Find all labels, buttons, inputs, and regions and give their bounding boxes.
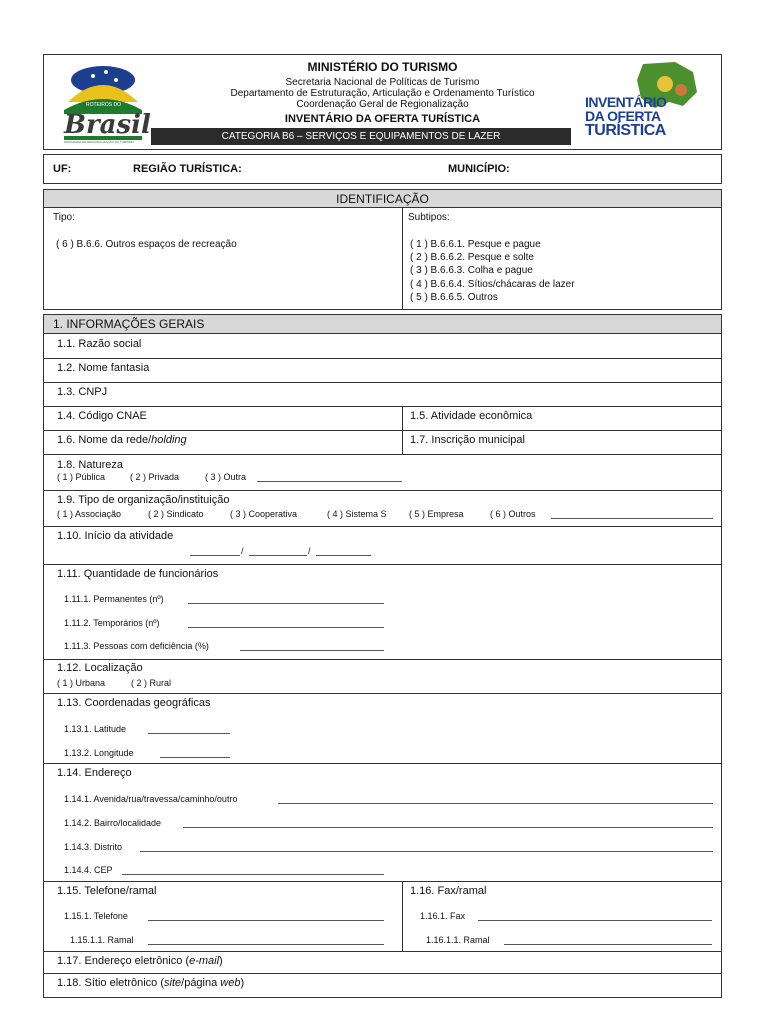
rede-label-a: 1.6. Nome da rede/ bbox=[57, 434, 152, 446]
endereco-label: 1.14. Endereço bbox=[57, 767, 132, 779]
localizacao-row bbox=[43, 660, 722, 694]
razao-row[interactable] bbox=[43, 334, 722, 359]
end-distrito-input[interactable] bbox=[140, 843, 713, 852]
categoria-text: CATEGORIA B6 – SERVIÇOS E EQUIPAMENTOS DE LAZER bbox=[221, 131, 501, 142]
subtipos-label: Subtipos: bbox=[408, 212, 450, 223]
localizacao-option[interactable]: ( 2 ) Rural bbox=[131, 678, 172, 688]
tipo-org-label: 1.9. Tipo de organização/instituição bbox=[57, 494, 230, 506]
end-item-label: 1.14.3. Distrito bbox=[64, 842, 123, 852]
date-slash-icon: / bbox=[241, 546, 244, 556]
logo-brasil bbox=[58, 58, 151, 146]
tipo-org-option[interactable]: ( 4 ) Sistema S bbox=[327, 509, 387, 519]
tipo-org-option[interactable]: ( 6 ) Outros bbox=[490, 509, 536, 519]
natureza-option[interactable]: ( 3 ) Outra bbox=[205, 472, 247, 482]
cnpj-row[interactable] bbox=[43, 383, 722, 407]
end-item-label: 1.14.2. Bairro/localidade bbox=[64, 818, 162, 828]
identificacao-divider bbox=[402, 208, 403, 310]
end-item-label: 1.14.1. Avenida/rua/travessa/caminho/outro bbox=[64, 794, 238, 804]
subtipo-option[interactable]: ( 4 ) B.6.6.4. Sítios/chácaras de lazer bbox=[410, 279, 575, 290]
logo-right-l2: DA OFERTA bbox=[585, 108, 661, 124]
fax-label: 1.16. Fax/ramal bbox=[410, 885, 487, 897]
tipo-org-option[interactable]: ( 2 ) Sindicato bbox=[148, 509, 204, 519]
site-label-d: web bbox=[220, 977, 241, 989]
natureza-option[interactable]: ( 2 ) Privada bbox=[130, 472, 180, 482]
logo-left-top: ROTEIROS DO bbox=[86, 102, 122, 108]
end-item-label: 1.14.4. CEP bbox=[64, 865, 113, 875]
func-item-label: 1.11.1. Permanentes (nº) bbox=[64, 594, 164, 604]
rede-label-b: holding bbox=[151, 434, 187, 446]
ministry-title: MINISTÉRIO DO TURISMO bbox=[307, 60, 458, 74]
fax-item-label: 1.16.1. Fax bbox=[420, 911, 466, 921]
inicio-label: 1.10. Início da atividade bbox=[57, 530, 174, 542]
tipo-value[interactable]: ( 6 ) B.6.6. Outros espaços de recreação bbox=[56, 239, 237, 250]
gerais-title: 1. INFORMAÇÕES GERAIS bbox=[53, 317, 205, 331]
longitude-input[interactable] bbox=[160, 749, 230, 758]
func-permanentes-input[interactable] bbox=[188, 595, 384, 604]
fax-ramal-input[interactable] bbox=[504, 936, 712, 945]
email-label-a: 1.17. Endereço eletrônico ( bbox=[57, 955, 190, 967]
logo-right-l3: TURÍSTICA bbox=[585, 122, 666, 139]
logo-inventario bbox=[585, 58, 715, 143]
tipo-org-option[interactable]: ( 1 ) Associação bbox=[57, 509, 122, 519]
tel-ramal-input[interactable] bbox=[148, 936, 384, 945]
localizacao-label: 1.12. Localização bbox=[57, 662, 143, 674]
site-label-b: site bbox=[164, 977, 182, 989]
localizacao-option[interactable]: ( 1 ) Urbana bbox=[57, 678, 106, 688]
tipo-org-outros-line[interactable] bbox=[551, 510, 713, 519]
rede-label bbox=[57, 434, 187, 446]
func-temporarios-input[interactable] bbox=[188, 619, 384, 628]
site-label-e: ) bbox=[240, 977, 245, 989]
tipo-label: Tipo: bbox=[53, 212, 75, 223]
subtipo-option[interactable]: ( 5 ) B.6.6.5. Outros bbox=[410, 292, 498, 303]
inicio-day-input[interactable] bbox=[190, 547, 240, 556]
fax-ramal-label: 1.16.1.1. Ramal bbox=[426, 935, 490, 945]
telefone-label: 1.15. Telefone/ramal bbox=[57, 885, 157, 897]
end-cep-input[interactable] bbox=[122, 866, 384, 875]
razao-label: 1.1. Razão social bbox=[57, 338, 142, 350]
telefone-input[interactable] bbox=[148, 912, 384, 921]
tel-ramal-label: 1.15.1.1. Ramal bbox=[70, 935, 134, 945]
tipo-org-option[interactable]: ( 5 ) Empresa bbox=[409, 509, 464, 519]
func-deficiencia-input[interactable] bbox=[240, 642, 384, 651]
municipio-label: MUNICÍPIO: bbox=[448, 163, 510, 175]
inicio-year-input[interactable] bbox=[316, 547, 371, 556]
subtipo-option[interactable]: ( 2 ) B.6.6.2. Pesque e solte bbox=[410, 252, 534, 263]
natureza-outra-line[interactable] bbox=[257, 473, 402, 482]
logo-right-l1: INVENTÁRIO bbox=[585, 94, 667, 110]
atividade-label: 1.5. Atividade econômica bbox=[410, 410, 533, 422]
coordenadas-label: 1.13. Coordenadas geográficas bbox=[57, 697, 211, 709]
latitude-input[interactable] bbox=[148, 725, 230, 734]
inscricao-label: 1.7. Inscrição municipal bbox=[410, 434, 525, 446]
email-label-c: ) bbox=[219, 955, 223, 967]
subtipo-option[interactable]: ( 3 ) B.6.6.3. Colha e pague bbox=[410, 265, 533, 276]
fantasia-label: 1.2. Nome fantasia bbox=[57, 362, 150, 374]
uf-label: UF: bbox=[53, 163, 72, 175]
site-label-a: 1.18. Sítio eletrônico ( bbox=[57, 977, 165, 989]
end-avenida-input[interactable] bbox=[278, 795, 713, 804]
cnae-label: 1.4. Código CNAE bbox=[57, 410, 147, 422]
func-item-label: 1.11.3. Pessoas com deficiência (%) bbox=[64, 641, 209, 651]
coordenacao: Coordenação Geral de Regionalização bbox=[296, 99, 469, 110]
departamento: Departamento de Estruturação, Articulação e Ordenamento Turístico bbox=[230, 88, 535, 99]
tel-item-label: 1.15.1. Telefone bbox=[64, 911, 128, 921]
logo-left-sub: PROGRAMA DE REGIONALIZAÇÃO DO TURISMO bbox=[64, 140, 134, 144]
inventario-title: INVENTÁRIO DA OFERTA TURÍSTICA bbox=[284, 113, 481, 125]
date-slash-icon: / bbox=[308, 546, 311, 556]
cnpj-label: 1.3. CNPJ bbox=[57, 386, 108, 398]
natureza-label: 1.8. Natureza bbox=[57, 459, 124, 471]
natureza-option[interactable]: ( 1 ) Pública bbox=[57, 472, 106, 482]
site-label-c: /página bbox=[181, 977, 221, 989]
longitude-label: 1.13.2. Longitude bbox=[64, 748, 134, 758]
fax-input[interactable] bbox=[478, 912, 712, 921]
end-bairro-input[interactable] bbox=[183, 819, 713, 828]
func-item-label: 1.11.2. Temporários (nº) bbox=[64, 618, 160, 628]
logo-left-word: Brasil bbox=[64, 110, 151, 140]
site-label bbox=[57, 977, 244, 989]
telefone-divider bbox=[402, 882, 403, 952]
tipo-org-option[interactable]: ( 3 ) Cooperativa bbox=[230, 509, 298, 519]
subtipo-option[interactable]: ( 1 ) B.6.6.1. Pesque e pague bbox=[410, 239, 541, 250]
funcionarios-label: 1.11. Quantidade de funcionários bbox=[57, 568, 219, 580]
email-label-b: e-mail bbox=[189, 955, 220, 967]
secretaria: Secretaria Nacional de Políticas de Turismo bbox=[285, 77, 480, 88]
regiao-label: REGIÃO TURÍSTICA: bbox=[133, 163, 242, 175]
email-label bbox=[57, 955, 223, 967]
inicio-month-input[interactable] bbox=[249, 547, 307, 556]
identificacao-title: IDENTIFICAÇÃO bbox=[336, 192, 429, 206]
latitude-label: 1.13.1. Latitude bbox=[64, 724, 127, 734]
